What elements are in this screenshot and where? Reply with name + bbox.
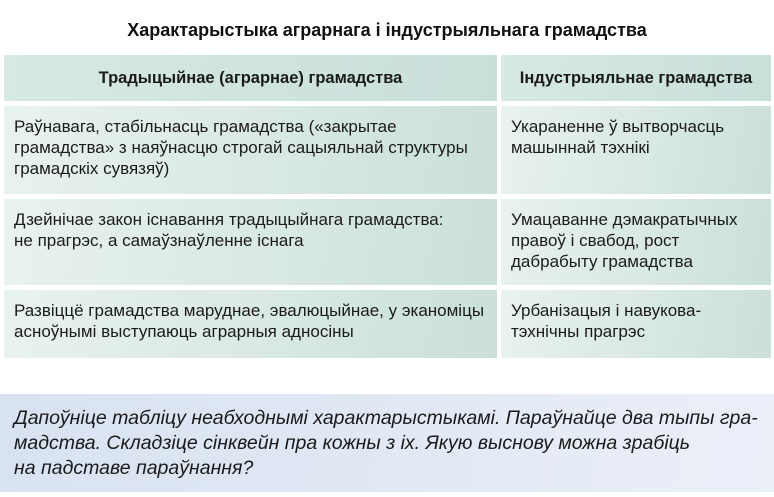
cell-line: Урбанізацыя і навукова- <box>511 301 702 320</box>
cell-agrarian <box>4 199 497 285</box>
cell-industrial <box>501 290 771 358</box>
table-header-agrarian: Традыцыйнае (аграрнае) грамадства <box>4 55 497 101</box>
task-line: на падставе параўнання? <box>14 457 254 479</box>
cell-line: дабрабыту грамадства <box>511 252 693 271</box>
task-line: мадства. Складзіце сінквейн пра кожны з іх. Якую выснову можна зрабіць <box>14 432 691 454</box>
cell-industrial <box>501 106 771 194</box>
cell-line: асноўнымі выступаюць аграрныя адносіны <box>14 322 354 341</box>
cell-industrial <box>501 199 771 285</box>
cell-agrarian <box>4 106 497 194</box>
page-title: Характарыстыка аграрнага і індустрыяльнага грамадства <box>127 20 647 40</box>
cell-line: грамадскіх сувязяў) <box>14 159 170 178</box>
task-box <box>0 394 774 492</box>
cell-line: Раўнавага, стабільнасць грамадства («закрытае <box>14 117 397 136</box>
cell-line: Развіццё грамадства маруднае, эвалюцыйнае, у эканоміцы <box>14 301 485 320</box>
table-header-industrial: Індустрыяльнае грамадства <box>501 55 771 101</box>
task-line: Дапоўніце табліцу неабходнымі характарыстыкамі. Параўнайце два тыпы гра- <box>14 407 758 429</box>
cell-line: правоў і свабод, рост <box>511 231 680 250</box>
cell-line: Дзейнічае закон існавання традыцыйнага грамадства: <box>14 210 444 229</box>
cell-line: Укараненне ў вытворчасць <box>511 117 725 136</box>
cell-line: не прагрэс, а самаўзнаўленне існага <box>14 231 304 250</box>
cell-line: тэхнічны прагрэс <box>511 322 646 341</box>
cell-line: машыннай тэхнікі <box>511 138 650 157</box>
comparison-table <box>4 55 771 358</box>
cell-line: грамадства» з наяўнасцю строгай сацыяльнай структуры <box>14 138 468 157</box>
cell-agrarian <box>4 290 497 358</box>
cell-line: Умацаванне дэмакратычных <box>511 210 738 229</box>
